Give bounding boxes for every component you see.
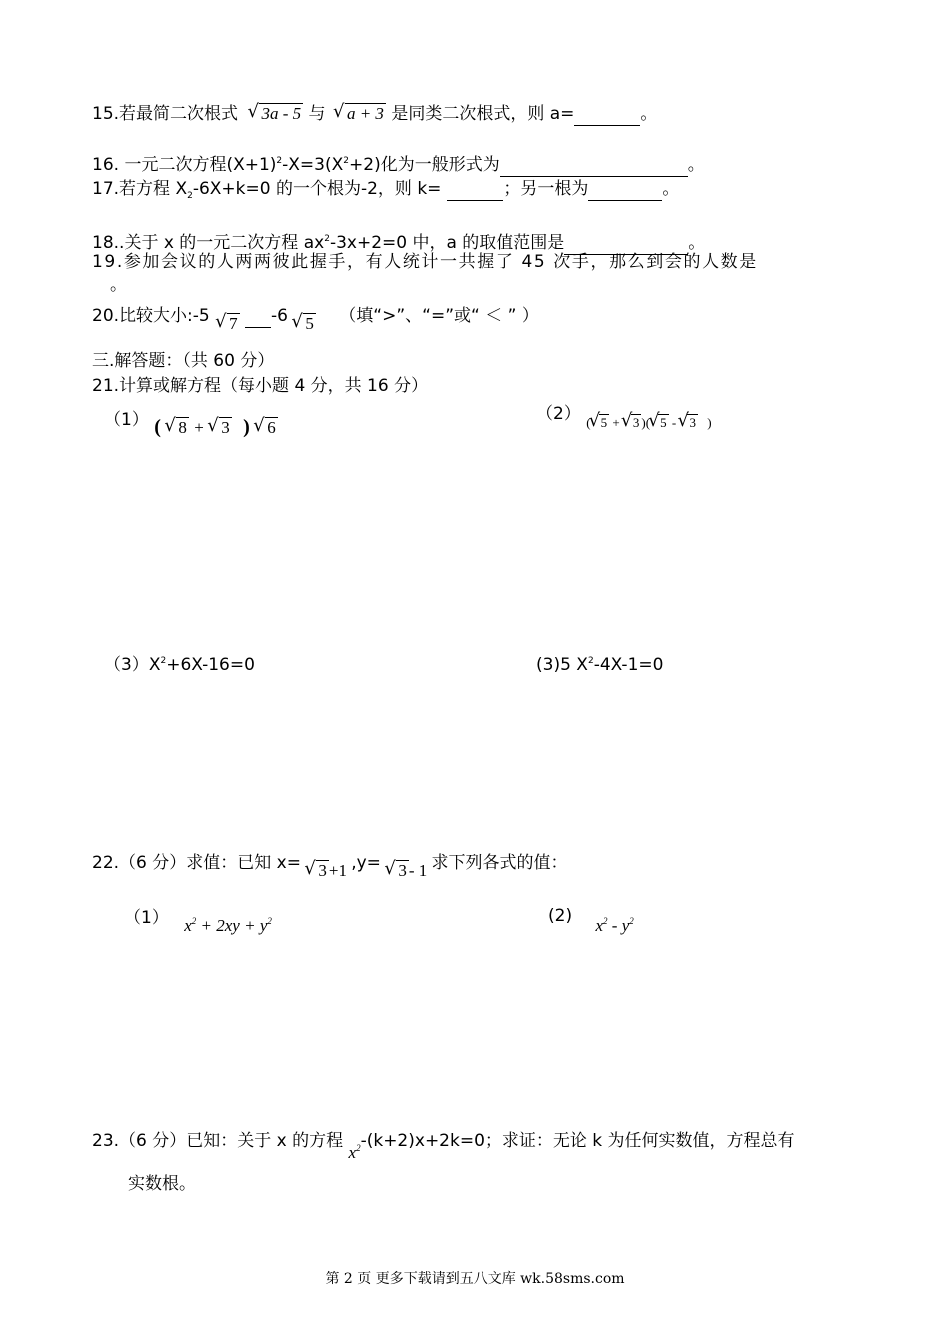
q16-text-a: 16. 一元二次方程(X+1) <box>92 155 277 175</box>
q21-title-text: 21.计算或解方程（每小题 4 分，共 16 分） <box>92 376 429 396</box>
q22-text-b: ,y= <box>351 853 381 873</box>
q18-text-a: 18..关于 x 的一元二次方程 ax <box>92 233 325 253</box>
q21-p1-plus: + <box>194 418 204 437</box>
q15-blank <box>574 103 640 126</box>
q21-p3-exp: 2 <box>160 656 167 666</box>
q15-text-a: 15.若最简二次根式 <box>92 104 239 124</box>
q22-x-tail: +1 <box>328 861 347 880</box>
question-19-line-2 <box>110 274 127 296</box>
q22-radical-1: √ 3 <box>306 860 329 882</box>
q15-radical-1: √ 3a - 5 <box>249 103 303 125</box>
q16-end: 。 <box>687 155 705 175</box>
q22-p1-expr: $x^2 + 2xy + y^2$ <box>184 916 272 935</box>
question-19-line-1 <box>92 251 758 273</box>
q22-text-a: 22.（6 分）求值：已知 x= <box>92 853 301 873</box>
q21-p3-label: （3）X <box>104 655 161 675</box>
question-17 <box>92 178 679 207</box>
q22-y-tail: - 1 <box>408 861 428 880</box>
q22-part-1 <box>124 902 272 935</box>
q23-text-a: 23.（6 分）已知：关于 x 的方程 <box>92 1131 344 1151</box>
q17-end: 。 <box>662 179 680 199</box>
q21-part-4 <box>536 650 663 676</box>
q21-p2-mid: )( <box>641 415 651 430</box>
question-23-line-2 <box>128 1173 196 1195</box>
q16-text-c: +2)化为一般形式为 <box>349 155 500 175</box>
q21-part-1 <box>104 408 278 438</box>
q16-exp-2: 2 <box>343 156 350 166</box>
q21-p1-radical-3: √ 6 <box>255 417 278 439</box>
q16-text-b: -X=3(X <box>282 155 344 175</box>
q18-exp: 2 <box>324 234 330 244</box>
q20-radical-2: √ 5 <box>293 313 316 335</box>
q22-radical-2: √ 3 <box>386 860 409 882</box>
q21-p1-radical-1: √ 8 <box>166 417 189 439</box>
q22-p2-label: (2) <box>548 906 573 926</box>
q17-blank-2 <box>588 178 662 201</box>
q15-text-b: 与 <box>308 104 326 124</box>
q21-p3-rest: +6X-16=0 <box>166 655 255 675</box>
q15-text-c: 是同类二次根式，则 a= <box>391 104 575 124</box>
q20-blank <box>245 305 271 328</box>
page-footer <box>0 1268 950 1288</box>
q18-text-b: -3x+2=0 中，a 的取值范围是 <box>329 233 565 253</box>
question-22 <box>92 852 568 880</box>
q21-p2-radical-1: √ 5 <box>591 412 610 434</box>
question-16 <box>92 150 705 177</box>
q20-radical-1: √ 7 <box>217 313 240 335</box>
q21-p1-radical-2: √ 3 <box>209 417 232 439</box>
q20-text-c: （填“>”、“=”或“ ＜ ” ） <box>339 306 539 326</box>
q21-p4-exp: 2 <box>587 656 594 666</box>
q19-end: 。 <box>110 275 127 295</box>
q21-p2-label: （2） <box>536 404 581 424</box>
q21-p2-open: ( <box>586 415 591 430</box>
question-21-title <box>92 375 428 397</box>
q19-text: 19.参加会议的人两两彼此握手，有人统计一共握了 45 次手，那么到会的人数是 <box>92 252 758 272</box>
q16-exp-1: 2 <box>276 156 283 166</box>
question-15 <box>92 103 657 126</box>
q20-text-a: 20.比较大小:-5 <box>92 306 210 326</box>
question-23 <box>92 1125 795 1162</box>
q15-radical-2: √ a + 3 <box>335 103 386 125</box>
q21-part-2 <box>536 403 712 430</box>
q17-text-a: 17.若方程 X <box>92 179 188 199</box>
q23-text-c: 实数根。 <box>128 1174 196 1194</box>
q23-var: $x^2$ <box>348 1143 361 1162</box>
q18-end: 。 <box>688 233 706 253</box>
q23-text-b: -(k+2)x+2k=0；求证：无论 k 为任何实数值，方程总有 <box>360 1131 795 1151</box>
section-3-title <box>92 350 274 372</box>
q21-p1-open: ( <box>154 416 161 438</box>
q21-p4-rest: -4X-1=0 <box>593 655 664 675</box>
q22-text-c: 求下列各式的值： <box>431 853 568 873</box>
footer-text: 第 2 页 更多下载请到五八文库 wk.58sms.com <box>325 1271 625 1287</box>
q21-p1-label: （1） <box>104 410 149 430</box>
q15-end: 。 <box>640 104 658 124</box>
q21-p2-minus: - <box>671 415 677 430</box>
q22-part-2 <box>548 900 634 935</box>
q21-p4-label: (3)5 X <box>536 655 588 675</box>
q21-part-3 <box>104 650 255 676</box>
section-3-text: 三.解答题：（共 60 分） <box>92 351 275 371</box>
q21-p2-radical-3: √ 5 <box>650 412 669 434</box>
q20-text-b: -6 <box>271 306 288 326</box>
q17-text-c: ；另一根为 <box>503 179 589 199</box>
q16-blank <box>500 154 688 177</box>
q21-p2-radical-2: √ 3 <box>623 412 642 434</box>
q21-p2-radical-4: √ 3 <box>679 412 698 434</box>
q17-sub: 2 <box>187 191 193 201</box>
q22-p2-expr: $x^2 - y^2$ <box>595 916 634 935</box>
q21-p1-close: ) <box>243 416 250 438</box>
question-20 <box>92 305 539 333</box>
q21-p2-close: ) <box>707 415 712 430</box>
q22-p1-label: （1） <box>124 908 169 928</box>
q17-blank-1 <box>447 178 503 201</box>
q21-p2-plus: + <box>612 415 620 430</box>
q17-text-b: -6X+k=0 的一个根为-2，则 k= <box>192 179 442 199</box>
